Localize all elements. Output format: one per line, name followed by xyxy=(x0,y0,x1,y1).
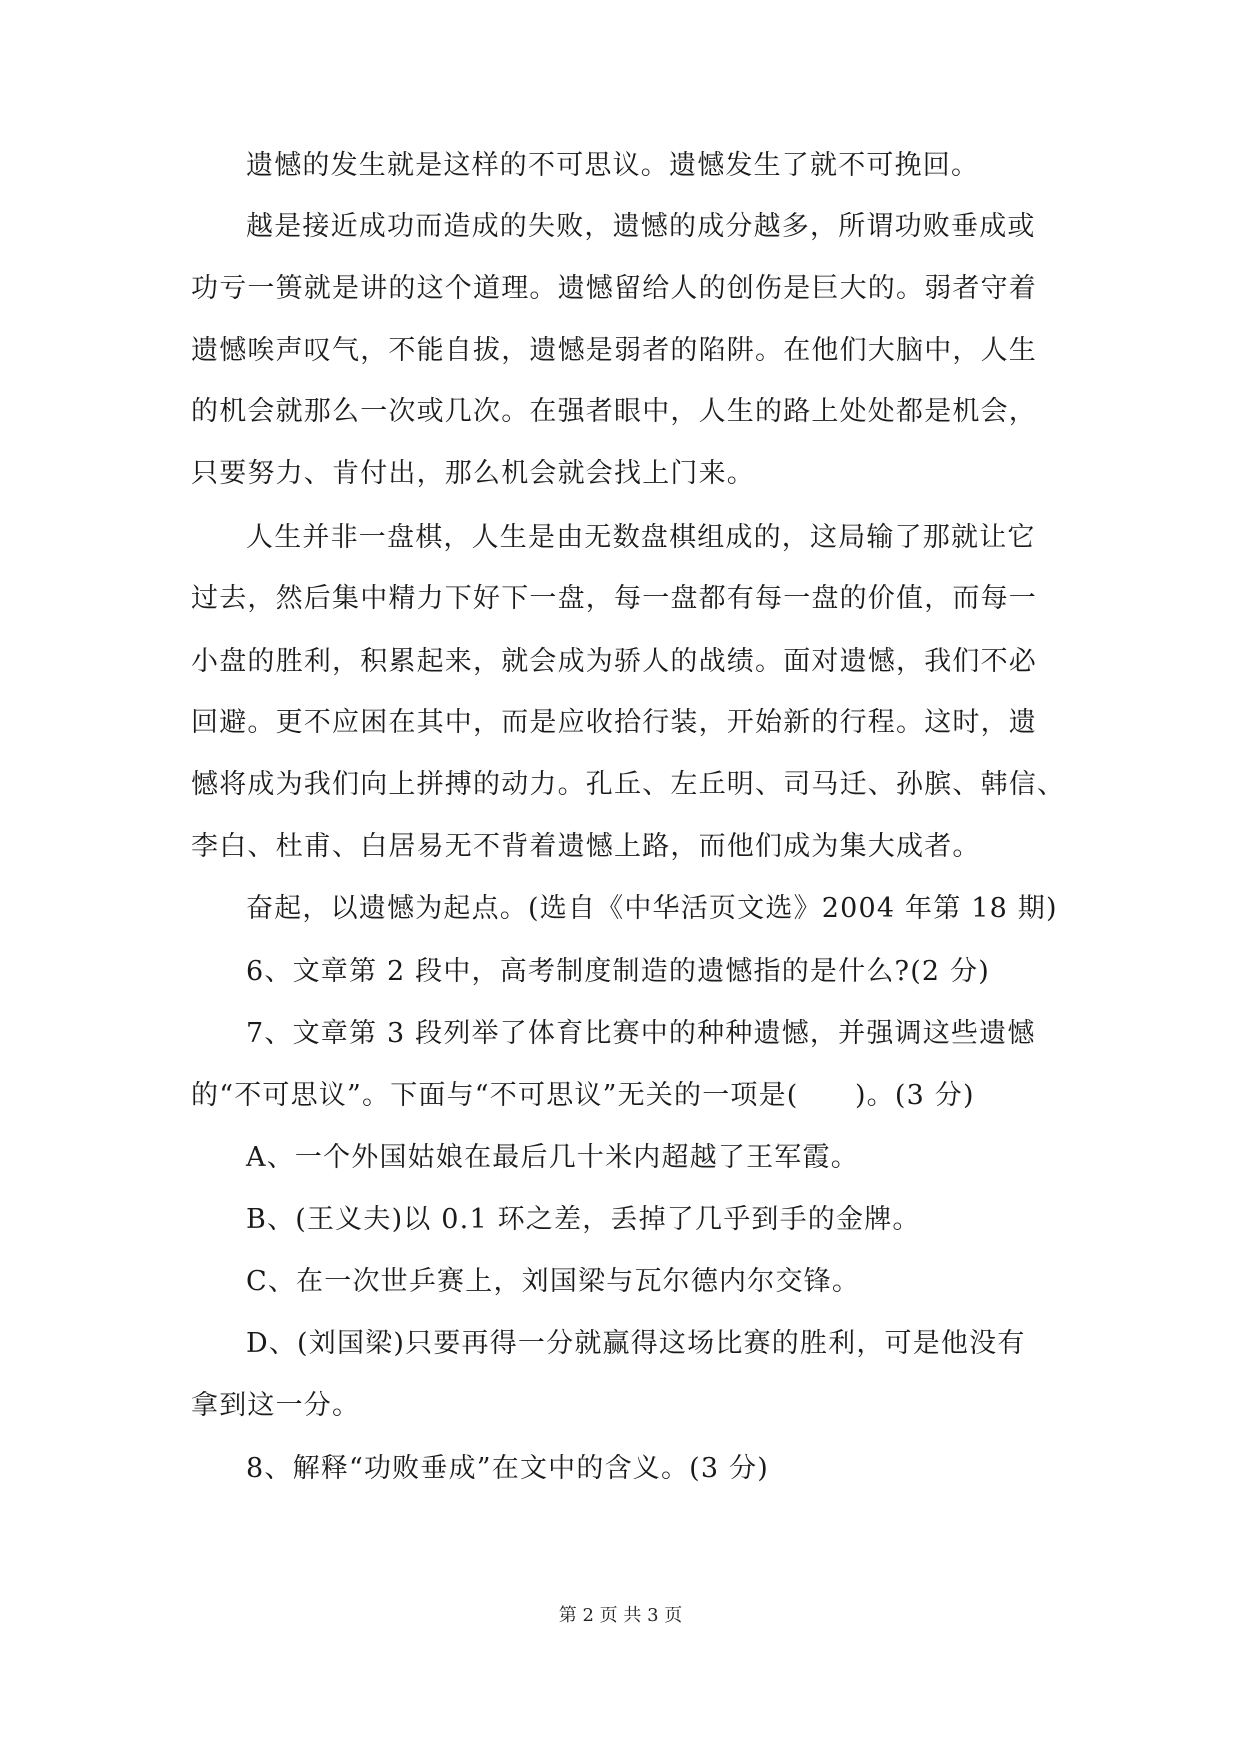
paragraph-line: 只要努力、肯付出，那么机会就会找上门来。 xyxy=(191,458,755,489)
option-c: C、在一次世乒赛上，刘国梁与瓦尔德内尔交锋。 xyxy=(246,1266,861,1297)
question-7-continued: 的“不可思议”。下面与“不可思议”无关的一项是( )。(3 分) xyxy=(191,1080,975,1111)
paragraph-line: 遗憾唉声叹气，不能自拔，遗憾是弱者的陷阱。在他们大脑中，人生 xyxy=(191,335,1037,366)
paragraph-line: 李白、杜甫、白居易无不背着遗憾上路，而他们成为集大成者。 xyxy=(191,831,981,862)
option-d: D、(刘国梁)只要再得一分就赢得这场比赛的胜利，可是他没有 xyxy=(246,1328,1026,1359)
page-footer: 第 2 页 共 3 页 xyxy=(558,1605,683,1626)
paragraph-line: 越是接近成功而造成的失败，遗憾的成分越多，所谓功败垂成或 xyxy=(246,211,1036,242)
paragraph-line: 的机会就那么一次或几次。在强者眼中，人生的路上处处都是机会， xyxy=(191,396,1037,427)
paragraph-line: 憾将成为我们向上拼搏的动力。孔丘、左丘明、司马迁、孙膑、韩信、 xyxy=(191,769,1066,800)
paragraph-line: 过去，然后集中精力下好下一盘，每一盘都有每一盘的价值，而每一 xyxy=(191,583,1037,614)
paragraph-line: 遗憾的发生就是这样的不可思议。遗憾发生了就不可挽回。 xyxy=(246,150,980,181)
paragraph-line: 小盘的胜利，积累起来，就会成为骄人的战绩。面对遗憾，我们不必 xyxy=(191,646,1037,677)
paragraph-line: 人生并非一盘棋，人生是由无数盘棋组成的，这局输了那就让它 xyxy=(246,522,1036,553)
paragraph-line: 奋起，以遗憾为起点。(选自《中华活页文选》2004 年第 18 期) xyxy=(246,893,1058,924)
paragraph-line: 回避。更不应困在其中，而是应收拾行装，开始新的行程。这时，遗 xyxy=(191,707,1037,738)
option-b: B、(王义夫)以 0.1 环之差，丢掉了几乎到手的金牌。 xyxy=(246,1204,921,1235)
question-6: 6、文章第 2 段中，高考制度制造的遗憾指的是什么?(2 分) xyxy=(246,956,991,987)
option-a: A、一个外国姑娘在最后几十米内超越了王军霞。 xyxy=(246,1142,859,1173)
paragraph-line: 功亏一篑就是讲的这个道理。遗憾留给人的创伤是巨大的。弱者守着 xyxy=(191,273,1037,304)
option-d-continued: 拿到这一分。 xyxy=(191,1390,361,1421)
question-8: 8、解释“功败垂成”在文中的含义。(3 分) xyxy=(246,1453,770,1484)
question-7: 7、文章第 3 段列举了体育比赛中的种种遗憾，并强调这些遗憾 xyxy=(246,1018,1036,1049)
